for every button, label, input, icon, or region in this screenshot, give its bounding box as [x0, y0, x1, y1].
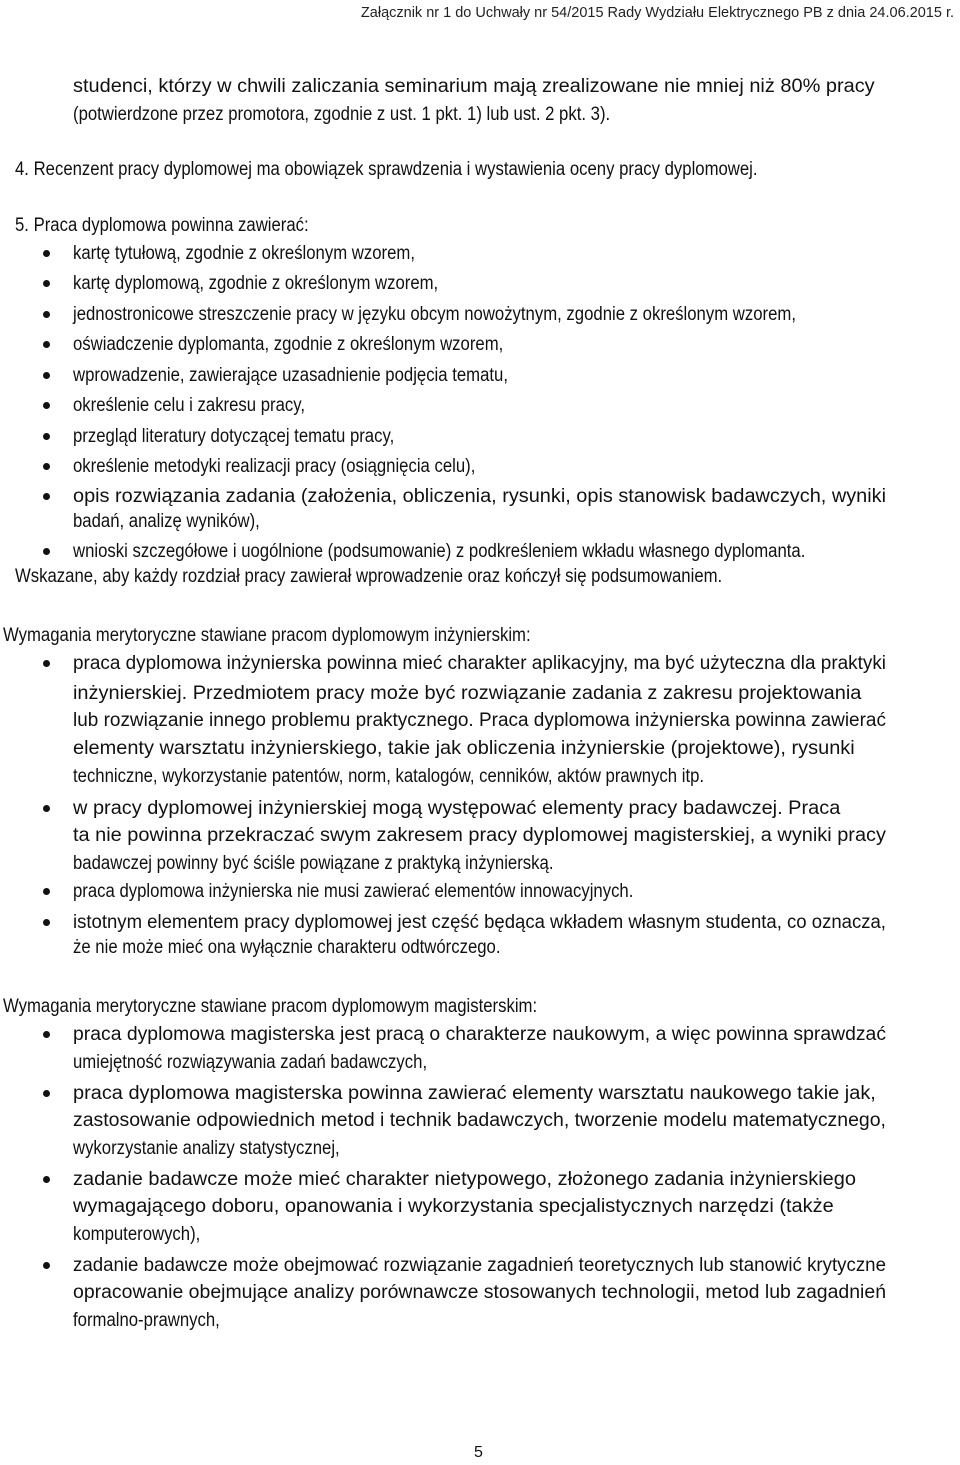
- list-item-text: praca dyplomowa magisterska powinna zawierać elementy warsztatu naukowego takie jak,: [73, 1083, 876, 1104]
- paragraph-line: wymagającego doboru, opanowania i wykorzystania specjalistycznych narzędzi (także: [73, 1196, 834, 1217]
- paragraph-line: ta nie powinna przekraczać swym zakresem pracy dyplomowej magisterskiej, a wyniki pracy: [73, 825, 886, 846]
- bullet-icon: [43, 1090, 50, 1097]
- bullet-icon: [43, 660, 50, 667]
- list-item-text: kartę dyplomową, zgodnie z określonym wzorem,: [73, 273, 439, 294]
- paragraph-line: Wymagania merytoryczne stawiane pracom dyplomowym magisterskim:: [3, 996, 538, 1017]
- list-item-text: określenie celu i zakresu pracy,: [73, 395, 306, 416]
- list-item-text: zadanie badawcze może obejmować rozwiązanie zagadnień teoretycznych lub stanowić krytyczne: [73, 1255, 886, 1276]
- paragraph-line: (potwierdzone przez promotora, zgodnie z ust. 1 pkt. 1) lub ust. 2 pkt. 3).: [73, 104, 611, 125]
- paragraph-line: umiejętność rozwiązywania zadań badawczych,: [73, 1052, 428, 1073]
- list-item-text: praca dyplomowa magisterska jest pracą o charakterze naukowym, a więc powinna sprawdzać: [73, 1024, 887, 1045]
- paragraph-line: formalno-prawnych,: [73, 1310, 220, 1331]
- bullet-icon: [43, 341, 50, 348]
- list-item-text: przegląd literatury dotyczącej tematu pracy,: [73, 426, 395, 447]
- document-header: Załącznik nr 1 do Uchwały nr 54/2015 Rady Wydziału Elektrycznego PB z dnia 24.06.2015 r.: [360, 5, 954, 21]
- paragraph-line: opracowanie obejmujące analizy porównawcze stosowanych technologii, metod lub zagadnień: [73, 1282, 887, 1303]
- paragraph-line: komputerowych),: [73, 1224, 201, 1245]
- paragraph-line: że nie może mieć ona wyłącznie charakteru odtwórczego.: [73, 937, 501, 958]
- bullet-icon: [43, 805, 50, 812]
- paragraph-line: zastosowanie odpowiednich metod i technik badawczych, tworzenie modelu matematycznego,: [73, 1110, 886, 1131]
- list-item-text: istotnym elementem pracy dyplomowej jest część będąca wkładem własnym studenta, co oznacza,: [73, 912, 886, 933]
- list-item-text: zadanie badawcze może mieć charakter nietypowego, złożonego zadania inżynierskiego: [73, 1169, 856, 1190]
- paragraph-line: studenci, którzy w chwili zaliczania seminarium mają zrealizowane nie mniej niż 80% pracy: [73, 76, 875, 97]
- paragraph-line: inżynierskiej. Przedmiotem pracy może być rozwiązanie zadania z zakresu projektowania: [73, 683, 862, 704]
- paragraph-line: badań, analizę wyników),: [73, 511, 260, 532]
- list-item-text: kartę tytułową, zgodnie z określonym wzorem,: [73, 243, 415, 264]
- bullet-icon: [43, 919, 50, 926]
- bullet-icon: [43, 250, 50, 257]
- bullet-icon: [43, 1031, 50, 1038]
- bullet-icon: [43, 493, 50, 500]
- bullet-icon: [43, 1176, 50, 1183]
- page-number: 5: [474, 1444, 483, 1461]
- list-item-text: praca dyplomowa inżynierska powinna mieć charakter aplikacyjny, ma być użyteczna dla praktyki: [73, 653, 887, 674]
- bullet-icon: [43, 463, 50, 470]
- paragraph-line: techniczne, wykorzystanie patentów, norm, katalogów, cenników, aktów prawnych itp.: [73, 766, 705, 787]
- bullet-icon: [43, 548, 50, 555]
- bullet-icon: [43, 888, 50, 895]
- list-item-text: wprowadzenie, zawierające uzasadnienie podjęcia tematu,: [73, 365, 508, 386]
- list-item-text: oświadczenie dyplomanta, zgodnie z określonym wzorem,: [73, 334, 504, 355]
- list-item-text: jednostronicowe streszczenie pracy w języku obcym nowożytnym, zgodnie z określonym wzorem,: [73, 304, 796, 325]
- paragraph-line: lub rozwiązanie innego problemu praktycznego. Praca dyplomowa inżynierska powinna zawierać: [73, 710, 886, 731]
- bullet-icon: [43, 1262, 50, 1269]
- paragraph-line: elementy warsztatu inżynierskiego, takie jak obliczenia inżynierskie (projektowe), rysunki: [73, 738, 855, 759]
- bullet-icon: [43, 402, 50, 409]
- paragraph-line: Wskazane, aby każdy rozdział pracy zawierał wprowadzenie oraz kończył się podsumowaniem.: [15, 566, 723, 587]
- bullet-icon: [43, 280, 50, 287]
- list-item-text: wnioski szczegółowe i uogólnione (podsumowanie) z podkreśleniem wkładu własnego dyplomanta.: [73, 541, 806, 562]
- paragraph-line: wykorzystanie analizy statystycznej,: [73, 1138, 340, 1159]
- bullet-icon: [43, 433, 50, 440]
- bullet-icon: [43, 372, 50, 379]
- list-item-text: opis rozwiązania zadania (założenia, obliczenia, rysunki, opis stanowisk badawczych, wyniki: [73, 486, 887, 507]
- paragraph-line: 4. Recenzent pracy dyplomowej ma obowiązek sprawdzenia i wystawienia oceny pracy dyplomowej.: [15, 159, 758, 180]
- paragraph-line: Wymagania merytoryczne stawiane pracom dyplomowym inżynierskim:: [3, 625, 531, 646]
- paragraph-line: 5. Praca dyplomowa powinna zawierać:: [15, 215, 309, 236]
- bullet-icon: [43, 311, 50, 318]
- list-item-text: określenie metodyki realizacji pracy (osiągnięcia celu),: [73, 456, 476, 477]
- list-item-text: w pracy dyplomowej inżynierskiej mogą występować elementy pracy badawczej. Praca: [73, 798, 841, 819]
- list-item-text: praca dyplomowa inżynierska nie musi zawierać elementów innowacyjnych.: [73, 881, 634, 902]
- paragraph-line: badawczej powinny być ściśle powiązane z praktyką inżynierską.: [73, 853, 554, 874]
